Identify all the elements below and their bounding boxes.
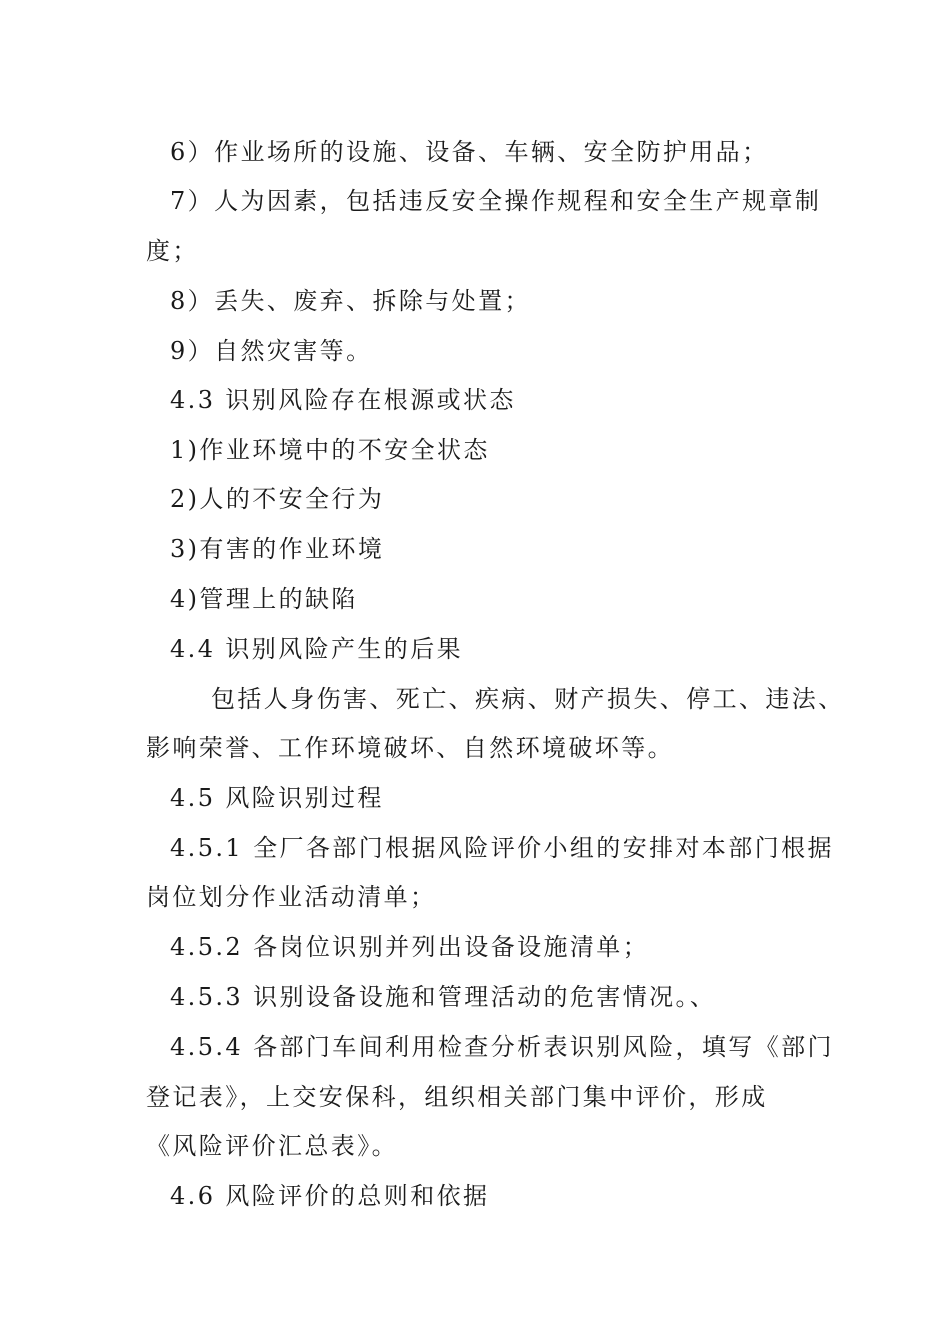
section-heading-4-5: 4.5 风险识别过程 bbox=[170, 784, 384, 812]
paragraph-4-5-1: 4.5.1 全厂各部门根据风险评价小组的安排对本部门根据 bbox=[170, 834, 834, 862]
paragraph-4-5-2: 4.5.2 各岗位识别并列出设备设施清单； bbox=[170, 933, 650, 961]
list-item-6: 6）作业场所的设施、设备、车辆、安全防护用品； bbox=[170, 138, 769, 166]
paragraph-4-5-4-continuation-2: 《风险评价汇总表》。 bbox=[146, 1132, 398, 1160]
list-item-8: 8）丢失、废弃、拆除与处置； bbox=[170, 287, 531, 315]
section-heading-4-3: 4.3 识别风险存在根源或状态 bbox=[170, 386, 516, 414]
paragraph-consequences: 包括人身伤害、死亡、疾病、财产损失、停工、违法、 bbox=[211, 685, 845, 713]
list-item-7-continuation: 度； bbox=[146, 237, 199, 265]
paragraph-4-5-4-continuation: 登记表》，上交安保科，组织相关部门集中评价，形成 bbox=[146, 1083, 768, 1111]
list-item-3: 3)有害的作业环境 bbox=[170, 535, 385, 563]
section-heading-4-6: 4.6 风险评价的总则和依据 bbox=[170, 1182, 490, 1210]
section-heading-4-4: 4.4 识别风险产生的后果 bbox=[170, 635, 463, 663]
list-item-7: 7）人为因素，包括违反安全操作规程和安全生产规章制 bbox=[170, 187, 822, 215]
paragraph-4-5-3: 4.5.3 识别设备设施和管理活动的危害情况。、 bbox=[170, 983, 717, 1011]
paragraph-4-5-1-continuation: 岗位划分作业活动清单； bbox=[146, 883, 437, 911]
paragraph-consequences-continuation: 影响荣誉、工作环境破坏、自然环境破坏等。 bbox=[146, 734, 674, 762]
list-item-2: 2)人的不安全行为 bbox=[170, 485, 385, 513]
paragraph-4-5-4: 4.5.4 各部门车间利用检查分析表识别风险，填写《部门 bbox=[170, 1033, 834, 1061]
list-item-1: 1)作业环境中的不安全状态 bbox=[170, 436, 490, 464]
list-item-4: 4)管理上的缺陷 bbox=[170, 585, 358, 613]
list-item-9: 9）自然灾害等。 bbox=[170, 337, 373, 365]
